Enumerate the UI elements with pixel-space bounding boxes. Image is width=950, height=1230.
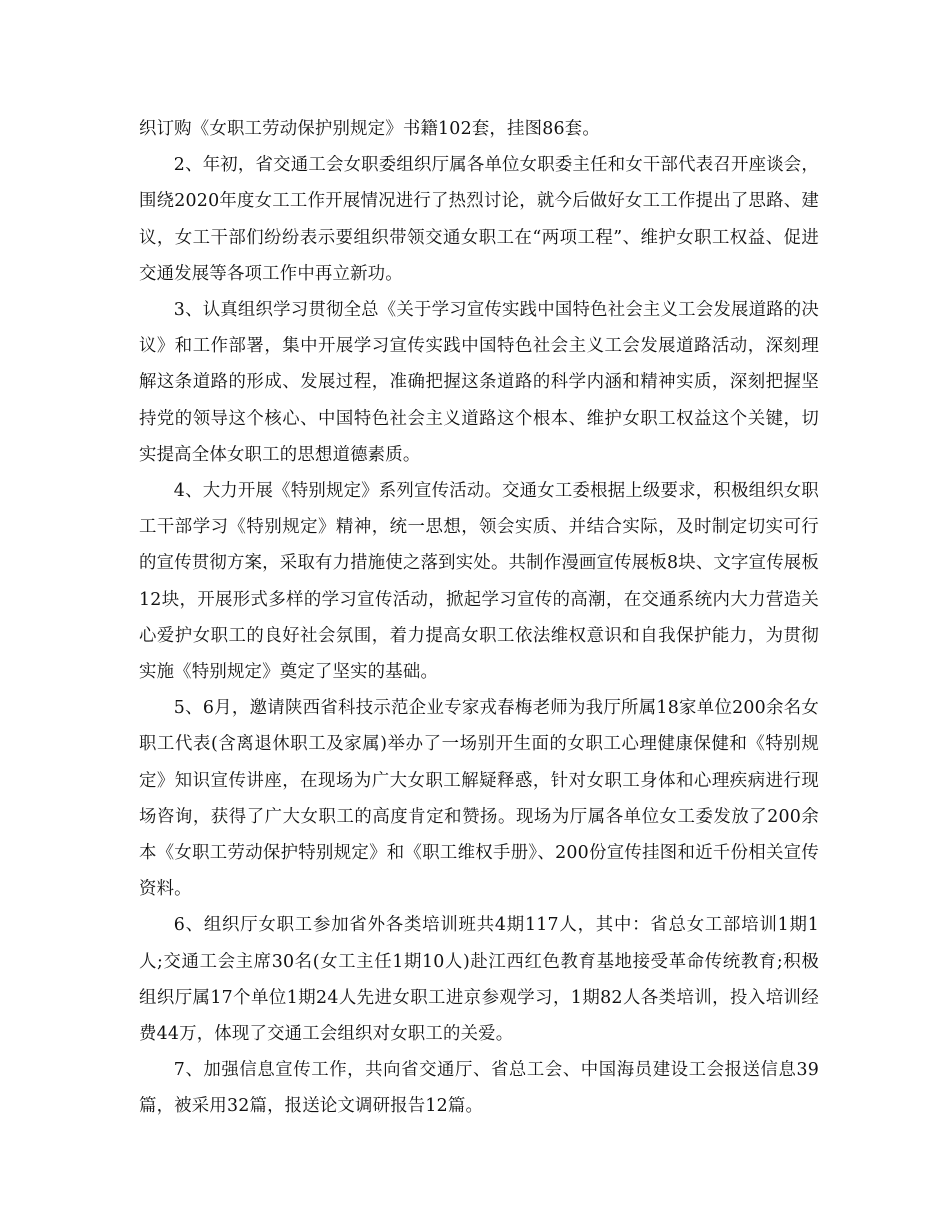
paragraph-item-7: 7、加强信息宣传工作，共向省交通厅、省总工会、中国海员建设工会报送信息39篇，被采用32篇，报送论文调研报告12篇。 [139, 1060, 819, 1117]
paragraph-item-3: 3、认真组织学习贯彻全总《关于学习宣传实践中国特色社会主义工会发展道路的决议》和工作部署，集中开展学习宣传实践中国特色社会主义工会发展道路活动，深刻理解这条道路的形成、发展过程，准确把握这条道路的科学内涵和精神实质，深刻把握坚持党的领导这个核心、中国特色社会主义道路这个根本、维护女职工权益这个关键，切实提高全体女职工的思想道德素质。 [139, 300, 819, 465]
paragraph-item-6: 6、组织厅女职工参加省外各类培训班共4期117人，其中：省总女工部培训1期1人;交通工会主席30名(女工主任1期10人)赴江西红色教育基地接受革命传统教育;积极组织厅属17个单位1期24人先进女职工进京参观学习，1期82人各类培训，投入培训经费44万，体现了交通工会组织对女职工的关爱。 [139, 915, 819, 1045]
paragraph-item-5: 5、6月，邀请陕西省科技示范企业专家戎春梅老师为我厅所属18家单位200余名女职工代表(含离退休职工及家属)举办了一场别开生面的女职工心理健康保健和《特别规定》知识宣传讲座，在现场为广大女职工解疑释惑，针对女职工身体和心理疾病进行现场咨询，获得了广大女职工的高度肯定和赞扬。现场为厅属各单位女工委发放了200余本《女职工劳动保护特别规定》和《职工维权手册》、200份宣传挂图和近千份相关宣传资料。 [139, 698, 819, 900]
paragraph-continuation: 织订购《女职工劳动保护别规定》书籍102套，挂图86套。 [139, 119, 600, 139]
document-body [139, 111, 819, 1125]
paragraph-item-4: 4、大力开展《特别规定》系列宣传活动。交通女工委根据上级要求，积极组织女职工干部学习《特别规定》精神，统一思想，领会实质、并结合实际，及时制定切实可行的宣传贯彻方案，采取有力措施使之落到实处。共制作漫画宣传展板8块、文字宣传展板12块，开展形式多样的学习宣传活动，掀起学习宣传的高潮，在交通系统内大力营造关心爱护女职工的良好社会氛围，着力提高女职工依法维权意识和自我保护能力，为贯彻实施《特别规定》奠定了坚实的基础。 [139, 481, 819, 683]
paragraph-item-2: 2、年初，省交通工会女职委组织厅属各单位女职委主任和女干部代表召开座谈会，围绕2020年度女工工作开展情况进行了热烈讨论，就今后做好女工工作提出了思路、建议，女工干部们纷纷表示要组织带领交通女职工在“两项工程”、维护女职工权益、促进交通发展等各项工作中再立新功。 [139, 155, 819, 284]
